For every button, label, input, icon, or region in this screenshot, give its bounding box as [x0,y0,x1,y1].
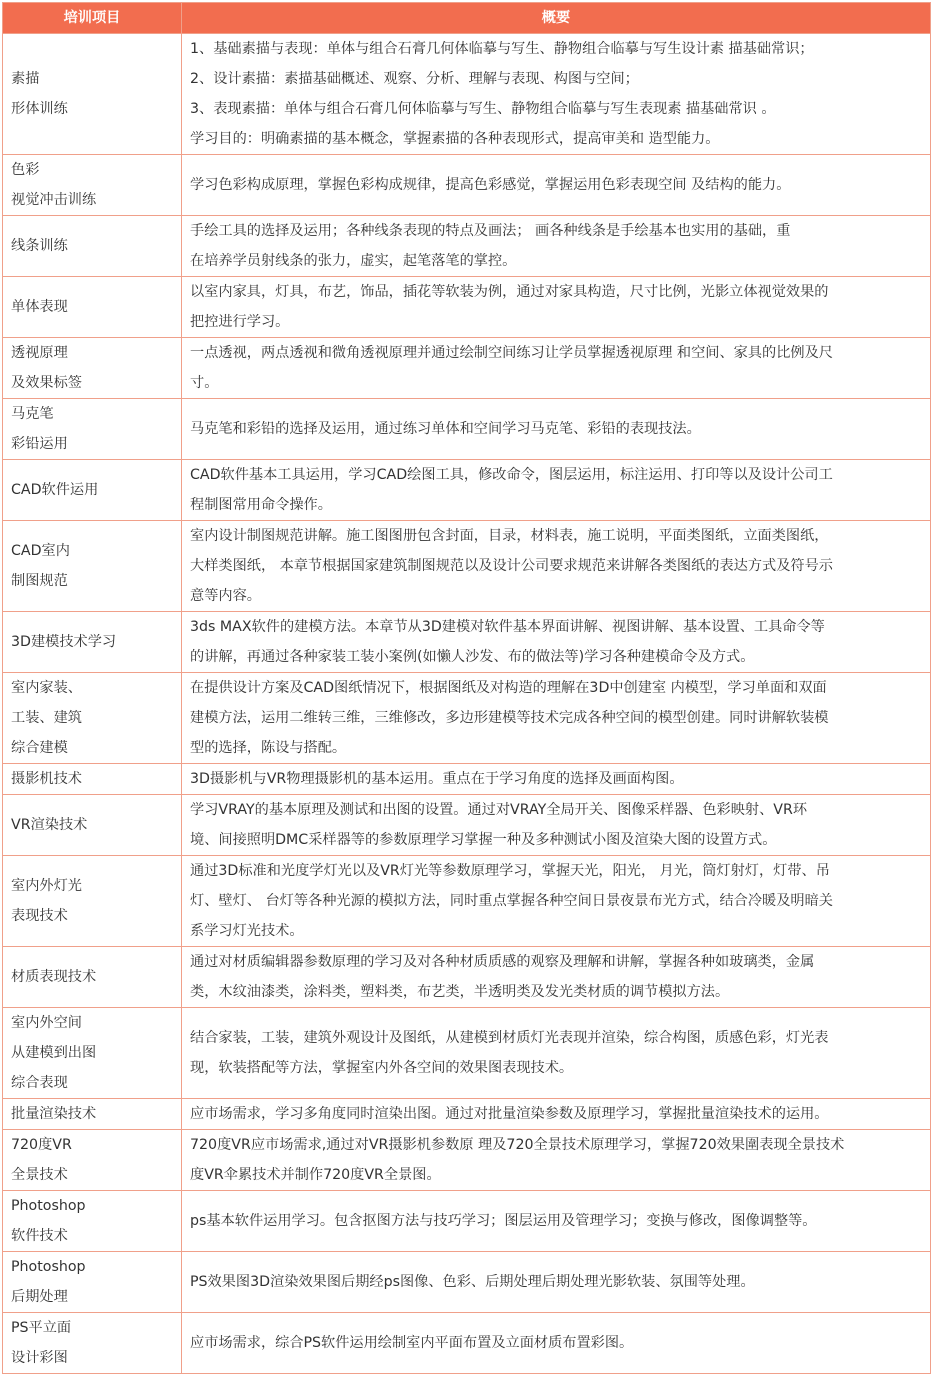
project-name-line: 素描 [11,71,40,87]
project-name-cell [3,399,182,460]
summary-line: 寸。 [190,375,219,391]
project-name-line: Photoshop [11,1198,86,1214]
project-name-line: CAD软件运用 [11,482,99,498]
summary-line: 通过对材质编辑器参数原理的学习及对各种材质质感的观察及理解和讲解，掌握各种如玻璃类，金属 [190,954,815,970]
summary-cell [182,399,931,460]
summary-line: 类，木纹油漆类，涂料类，塑料类，布艺类，半透明类及发光类材质的调节模拟方法。 [190,984,730,1000]
project-name-cell [3,1008,182,1099]
project-name-cell [3,277,182,338]
project-name-cell [3,673,182,764]
summary-line: 在提供设计方案及CAD图纸情况下，根据图纸及对构造的理解在3D中创建室 内模型，学习单面和双面 [190,680,827,696]
summary-line: 学习色彩构成原理，掌握色彩构成规律，提高色彩感觉，掌握运用色彩表现空间 及结构的能力。 [190,177,791,193]
project-name-cell [3,1191,182,1252]
project-name-line: 制图规范 [11,573,68,589]
project-name-line: 720度VR [11,1137,72,1153]
project-name-cell [3,155,182,216]
table-row [3,1099,931,1130]
project-name-cell [3,795,182,856]
summary-line: 学习VRAY的基本原理及测试和出图的设置。通过对VRAY全局开关、图像采样器、色彩映射、VR环 [190,802,808,818]
summary-line: 720度VR应市场需求,通过对VR摄影机参数原 理及720全景技术原理学习，掌握720效果圍表现全景技术 [190,1137,845,1153]
project-name-line: 透视原理 [11,345,68,361]
project-name-line: 综合表现 [11,1075,68,1091]
project-name-line: 彩铅运用 [11,436,68,452]
summary-cell [182,673,931,764]
table-row [3,764,931,795]
summary-line: 学习目的：明确素描的基本概念，掌握素描的各种表现形式，提高审美和 造型能力。 [190,131,720,147]
project-name-line: 工装、建筑 [11,710,82,726]
summary-line: 系学习灯光技术。 [190,923,304,939]
summary-cell [182,338,931,399]
summary-line: 3、表现素描：单体与组合石膏几何体临摹与写生、静物组合临摹与写生表现素 描基础常识 。 [190,101,776,117]
summary-line: 灯、壁灯、 台灯等各种光源的模拟方法，同时重点掌握各种空间日景夜景布光方式，结合冷暖及明暗关 [190,893,833,909]
summary-line: 应市场需求，综合PS软件运用绘制室内平面布置及立面材质布置彩图。 [190,1335,634,1351]
project-name-line: 马克笔 [11,406,54,422]
project-name-line: 单体表现 [11,299,68,315]
project-name-line: 表现技术 [11,908,68,924]
project-name-cell [3,856,182,947]
summary-cell [182,34,931,155]
table-body [3,34,931,1374]
project-name-cell [3,34,182,155]
summary-line: 室内设计制图规范讲解。施工图图册包含封面，目录，材料表，施工说明，平面类图纸，立面类图纸， [190,528,829,544]
table-row [3,155,931,216]
summary-line: 1、基础素描与表现：单体与组合石膏几何体临摹与写生、静物组合临摹与写生设计素 描基础常识； [190,41,814,57]
project-name-cell [3,460,182,521]
summary-line: 现，软装搭配等方法，掌握室内外各空间的效果图表现技术。 [190,1060,574,1076]
table-row [3,856,931,947]
table-row [3,673,931,764]
project-name-line: 视觉冲击训练 [11,192,97,208]
table-row [3,338,931,399]
summary-line: 应市场需求，学习多角度同时渲染出图。通过对批量渲染参数及原理学习，掌握批量渲染技术的运用。 [190,1106,829,1122]
summary-cell [182,764,931,795]
project-name-line: 材质表现技术 [11,969,97,985]
summary-cell [182,612,931,673]
summary-line: 在培养学员射线条的张力，虚实，起笔落笔的掌控。 [190,253,517,269]
project-name-line: 设计彩图 [11,1350,68,1366]
summary-line: 以室内家具，灯具，布艺，饰品，插花等软装为例，通过对家具构造，尺寸比例，光影立体视觉效果的 [190,284,829,300]
summary-cell [182,1191,931,1252]
project-name-line: 线条训练 [11,238,68,254]
summary-line: 结合家装，工装，建筑外观设计及图纸，从建模到材质灯光表现并渲染，综合构图，质感色彩，灯光表 [190,1030,829,1046]
summary-line: 的讲解，再通过各种家装工装小案例(如懒人沙发、布的做法等)学习各种建模命令及方式。 [190,649,755,665]
summary-line: 手绘工具的选择及运用；各种线条表现的特点及画法； 画各种线条是手绘基本也实用的基础，重 [190,223,791,239]
project-name-line: 全景技术 [11,1167,68,1183]
summary-line: 型的选择，陈设与搭配。 [190,740,347,756]
summary-line: 程制图常用命令操作。 [190,497,332,513]
project-name-line: PS平立面 [11,1320,72,1336]
summary-line: 一点透视，两点透视和微角透视原理并通过绘制空间练习让学员掌握透视原理 和空间、家具的比例及尺 [190,345,833,361]
table-row [3,34,931,155]
project-name-line: 及效果标签 [11,375,82,391]
summary-cell [182,947,931,1008]
summary-line: 建模方法，运用二维转三维，三维修改，多边形建模等技术完成各种空间的模型创建。同时讲解软装模 [190,710,829,726]
summary-line: 大样类图纸， 本章节根据国家建筑制图规范以及设计公司要求规范来讲解各类图纸的表达方式及符号示 [190,558,833,574]
project-name-cell [3,1130,182,1191]
table-row [3,1008,931,1099]
summary-line: 3ds MAX软件的建模方法。本章节从3D建模对软件基本界面讲解、视图讲解、基本设置、工具命令等 [190,619,825,635]
summary-line: CAD软件基本工具运用，学习CAD绘图工具，修改命令，图层运用，标注运用、打印等以及设计公司工 [190,467,833,483]
summary-line: 2、设计素描：素描基础概述、观察、分析、理解与表现、构图与空间； [190,71,639,87]
project-name-cell [3,1252,182,1313]
project-name-line: 批量渲染技术 [11,1106,97,1122]
project-name-line: 后期处理 [11,1289,68,1305]
summary-line: 境、间接照明DMC采样器等的参数原理学习掌握一种及多种测试小图及渲染大图的设置方式。 [190,832,777,848]
project-name-line: Photoshop [11,1259,86,1275]
table-row [3,216,931,277]
summary-line: PS效果图3D渲染效果图后期经ps图像、色彩、后期处理后期处理光影软装、氛围等处理。 [190,1274,755,1290]
project-name-line: 形体训练 [11,101,68,117]
summary-cell [182,521,931,612]
project-name-line: 室内外灯光 [11,878,82,894]
summary-cell [182,1099,931,1130]
project-name-cell [3,521,182,612]
summary-line: 3D摄影机与VR物理摄影机的基本运用。重点在于学习角度的选择及画面构图。 [190,771,684,787]
summary-cell [182,155,931,216]
summary-line: 通过3D标准和光度学灯光以及VR灯光等参数原理学习，掌握天光，阳光， 月光，筒灯射灯，灯带、吊 [190,863,830,879]
course-table [2,2,931,1374]
summary-cell [182,1313,931,1374]
project-name-cell [3,1313,182,1374]
summary-cell [182,1130,931,1191]
header-project: 培训项目 [3,3,182,34]
summary-cell [182,460,931,521]
summary-line: 马克笔和彩铅的选择及运用，通过练习单体和空间学习马克笔、彩铅的表现技法。 [190,421,701,437]
project-name-cell [3,338,182,399]
summary-cell [182,277,931,338]
project-name-line: VR渲染技术 [11,817,88,833]
table-row [3,460,931,521]
project-name-line: 综合建模 [11,740,68,756]
header-summary: 概要 [182,3,931,34]
project-name-line: 从建模到出图 [11,1045,97,1061]
summary-cell [182,795,931,856]
table-header-row [3,3,931,34]
table-row [3,521,931,612]
table-row [3,1191,931,1252]
summary-cell [182,1252,931,1313]
summary-cell [182,1008,931,1099]
project-name-cell [3,947,182,1008]
project-name-cell [3,216,182,277]
table-row [3,1313,931,1374]
project-name-cell [3,1099,182,1130]
project-name-line: 室内家装、 [11,680,82,696]
project-name-line: 色彩 [11,162,40,178]
project-name-cell [3,612,182,673]
summary-line: ps基本软件运用学习。包含抠图方法与技巧学习；图层运用及管理学习；变换与修改，图像调整等。 [190,1213,817,1229]
table-row [3,1252,931,1313]
table-row [3,947,931,1008]
summary-line: 意等内容。 [190,588,261,604]
summary-cell [182,856,931,947]
project-name-line: CAD室内 [11,543,70,559]
project-name-cell [3,764,182,795]
project-name-line: 摄影机技术 [11,771,82,787]
table-row [3,795,931,856]
table-row [3,612,931,673]
summary-line: 把控进行学习。 [190,314,290,330]
project-name-line: 室内外空间 [11,1015,82,1031]
summary-line: 度VR伞累技术并制作720度VR全景图。 [190,1167,441,1183]
table-row [3,277,931,338]
table-row [3,399,931,460]
project-name-line: 3D建模技术学习 [11,634,117,650]
project-name-line: 软件技术 [11,1228,68,1244]
summary-cell [182,216,931,277]
table-row [3,1130,931,1191]
